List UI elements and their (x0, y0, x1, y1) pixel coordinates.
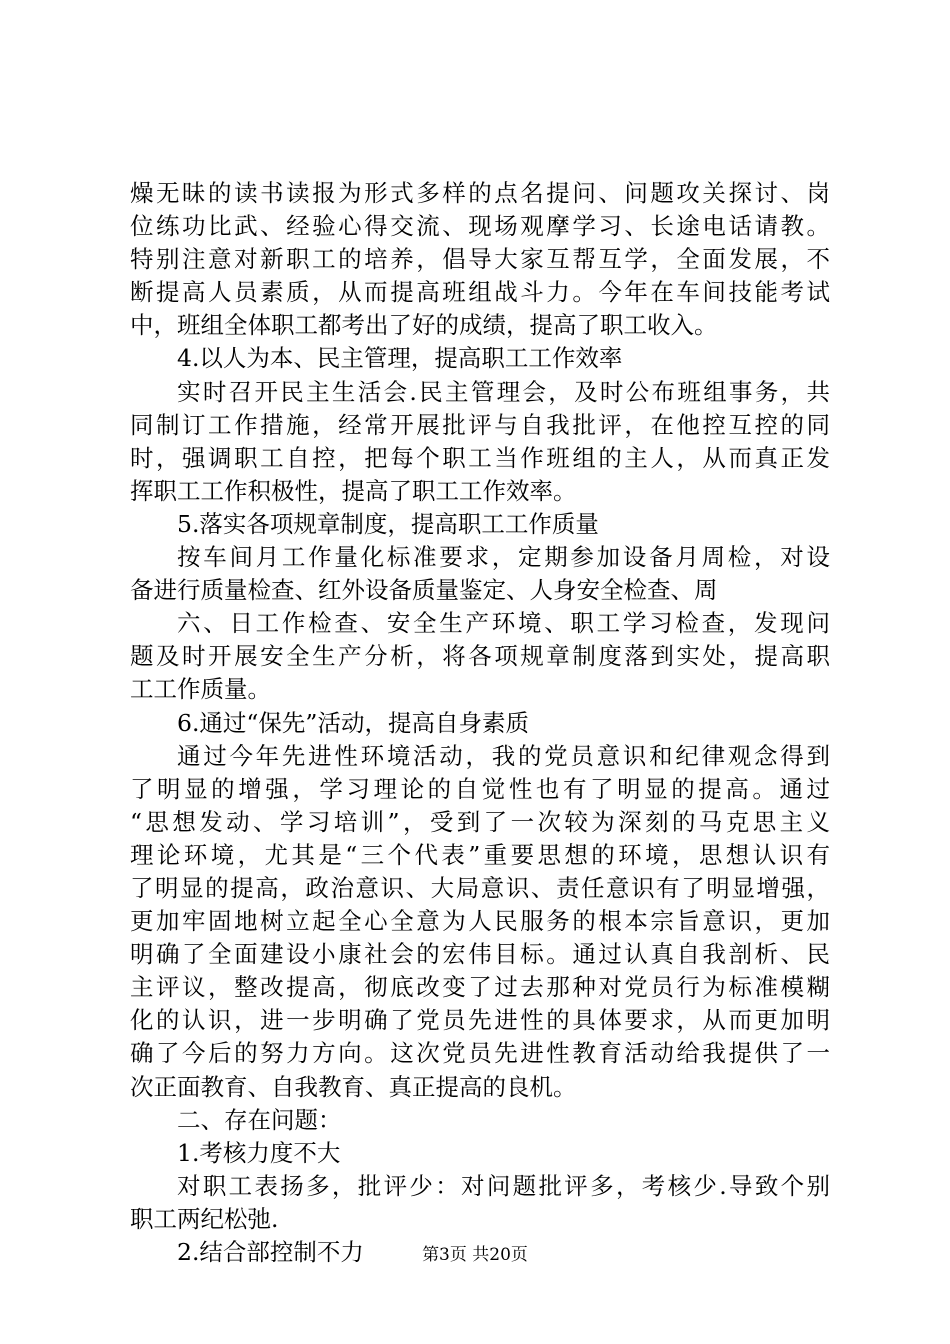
text-line: 特别注意对新职工的培养，倡导大家互帮互学，全面发展，不 (130, 245, 830, 274)
text-line: 理论环境，尤其是“三个代表”重要思想的环境，思想认识有 (130, 840, 830, 869)
text-line: 位练功比武、经验心得交流、现场观摩学习、长途电话请教。 (130, 212, 830, 241)
text-line: 中，班组全体职工都考出了好的成绩，提高了职工收入。 (130, 311, 718, 340)
text-line: 职工两纪松弛. (130, 1204, 279, 1233)
text-line: 按车间月工作量化标准要求，定期参加设备月周检，对设 (177, 543, 830, 572)
text-line: 燥无昧的读书读报为形式多样的点名提问、问题攻关探讨、岗 (130, 179, 830, 207)
text-line: 断提高人员素质，从而提高班组战斗力。今年在车间技能考试 (130, 278, 830, 307)
text-line: 六、日工作检查、安全生产环境、职工学习检查，发现问 (177, 609, 830, 638)
text-line: 了明显的提高，政治意识、大局意识、责任意识有了明显增强， (130, 873, 830, 902)
text-line: 挥职工工作积极性，提高了职工工作效率。 (130, 476, 577, 505)
text-line: 二、存在问题： (177, 1105, 342, 1134)
text-line: 次正面教育、自我教育、真正提高的良机。 (130, 1072, 577, 1101)
text-line: 同制订工作措施，经常开展批评与自我批评，在他控互控的同 (130, 410, 830, 439)
text-line: 明确了全面建设小康社会的宏伟目标。通过认真自我剖析、民 (130, 940, 830, 969)
text-line: 2.结合部控制不力 (177, 1238, 364, 1266)
text-line: “思想发动、学习培训”，受到了一次较为深刻的马克思主义 (130, 807, 830, 836)
text-line: 了明显的增强，学习理论的自觉性也有了明显的提高。通过 (130, 774, 830, 803)
text-line: 1.考核力度不大 (177, 1138, 341, 1167)
text-line: 5.落实各项规章制度，提高职工工作质量 (177, 509, 599, 538)
text-line: 备进行质量检查、红外设备质量鉴定、人身安全检查、周 (130, 576, 718, 605)
text-line: 对职工表扬多，批评少：对问题批评多，考核少.导致个别 (177, 1171, 830, 1200)
text-line: 6.通过“保先”活动，提高自身素质 (177, 708, 529, 737)
page-footer: 第3页 共20页 (422, 1245, 528, 1265)
text-line: 时，强调职工自控，把每个职工当作班组的主人，从而真正发 (130, 443, 830, 472)
text-line: 题及时开展安全生产分析，将各项规章制度落到实处，提高职 (130, 642, 830, 671)
text-line: 通过今年先进性环境活动，我的党员意识和纪律观念得到 (177, 741, 830, 770)
text-line: 4.以人为本、民主管理，提高职工工作效率 (177, 344, 623, 373)
text-line: 主评议，整改提高，彻底改变了过去那种对党员行为标准模糊 (130, 973, 830, 1002)
text-line: 确了今后的努力方向。这次党员先进性教育活动给我提供了一 (130, 1039, 830, 1068)
text-line: 实时召开民主生活会.民主管理会，及时公布班组事务，共 (177, 377, 830, 406)
text-line: 化的认识，进一步明确了党员先进性的具体要求，从而更加明 (130, 1006, 830, 1035)
text-line: 工工作质量。 (130, 675, 271, 704)
text-line: 更加牢固地树立起全心全意为人民服务的根本宗旨意识，更加 (130, 907, 830, 936)
body-text (130, 177, 830, 1269)
